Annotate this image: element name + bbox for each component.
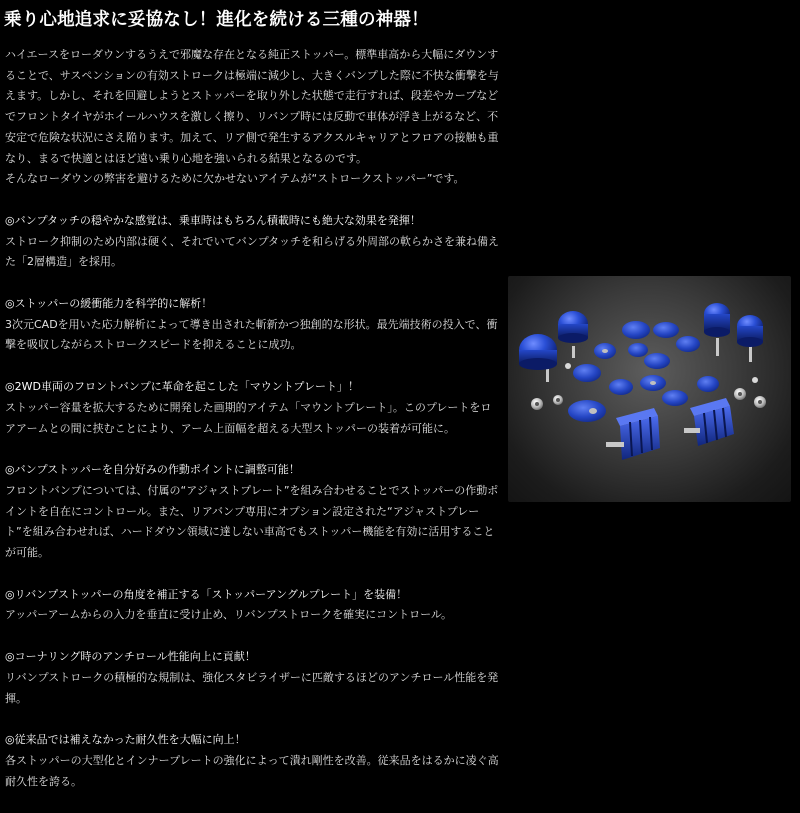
feature-title: ◎リバンプストッパーの角度を補正する「ストッパーアングルプレート」を装備！ <box>5 587 408 601</box>
feature-title: ◎バンプタッチの穏やかな感覚は、乗車時はもちろん積載時にも絶大な効果を発揮！ <box>5 213 421 227</box>
feature-title: ◎ストッパーの緩衝能力を科学的に解析！ <box>5 297 213 311</box>
feature-title: ◎バンプストッパーを自分好みの作動ポイントに調整可能！ <box>5 463 300 477</box>
feature-body: 3次元CADを用いた応力解析によって導き出された斬新かつ独創的な形状。最先端技術の投入で、衝撃を吸収しながらストロークスピードを抑えることに成功。 <box>5 317 498 352</box>
dome-stopper-right-2 <box>737 315 763 362</box>
feature-body: アッパーアームからの入力を垂直に受け止め、リバンプストロークを確実にコントロール。 <box>5 608 453 622</box>
intro-paragraph: ハイエースをローダウンするうえで邪魔な存在となる純正ストッパー。標準車高から大幅にダウンすることで、サスペンションの有効ストロークは極端に減少し、大きくバンプした際に不快な衝撃を与えます。しかし、それを回避しようとストッパーを取り外した状態で走行すれば、段差やカーブなどでフロントタイヤがホイールハウスを激しく擦り、リバンプ時には反動で車体が浮き上がるなど、不安定で危険な状況にさえ陥ります。加えて、リア側で発生するアクスルキャリアとフロアの接触も重なり、まるで快適とはほど遠い乗り心地を強いられる結果となるのです。 そんなローダウンの弊害を避けるために欠かせないアイテムが“ストロークストッパー”です。 <box>5 48 499 186</box>
dome-stopper-right-1 <box>704 303 730 356</box>
feature-body: フロントバンプについては、付属の“アジャストプレート”を組み合わせることでストッパーの作動ポイントを自在にコントロール。また、リアバンプ専用にオプション設定された“アジャストプレート”を組み合わせれば、ハードダウン領域に達しない車高でもストッパー機能を有効に活用することが可能。 <box>5 483 499 560</box>
feature-section-6 <box>5 647 500 709</box>
stroke-stopper-parts-illustration <box>508 276 791 502</box>
page-headline: 乗り心地追求に妥協なし！進化を続ける三種の神器！ <box>4 10 429 30</box>
product-photo <box>508 276 791 502</box>
feature-title: ◎コーナリング時のアンチロール性能向上に貢献！ <box>5 650 256 664</box>
feature-body: リバンプストロークの積極的な規制は、強化スタビライザーに匹敵するほどのアンチロール性能を発揮。 <box>5 670 499 705</box>
angle-plate-left <box>606 408 660 460</box>
feature-section-5 <box>5 585 500 626</box>
article-body <box>5 45 500 813</box>
dome-stopper-center <box>558 311 588 358</box>
feature-body: ストッパー容量を拡大するために開発した画期的アイテム「マウントプレート」。このプレートをロアアームとの間に挟むことにより、アーム上面幅を超える大型ストッパーの装着が可能に。 <box>5 400 492 435</box>
dome-stopper-left <box>519 334 557 382</box>
feature-body: ストローク抑制のため内部は硬く、それでいてバンプタッチを和らげる外周部の軟らかさを兼ね備えた「2層構造」を採用。 <box>5 234 500 269</box>
feature-section-1 <box>5 211 500 273</box>
angle-plate-right <box>684 398 734 446</box>
feature-section-4 <box>5 460 500 564</box>
feature-title: ◎従来品では補えなかった耐久性を大幅に向上！ <box>5 733 246 747</box>
feature-section-3 <box>5 377 500 439</box>
feature-section-2 <box>5 294 500 356</box>
feature-title: ◎2WD車両のフロントバンプに革命を起こした「マウントプレート」！ <box>5 380 359 394</box>
feature-section-7 <box>5 730 500 792</box>
feature-body: 各ストッパーの大型化とインナープレートの強化によって潰れ剛性を改善。従来品をはるかに凌ぐ高耐久性を誇る。 <box>5 753 499 788</box>
